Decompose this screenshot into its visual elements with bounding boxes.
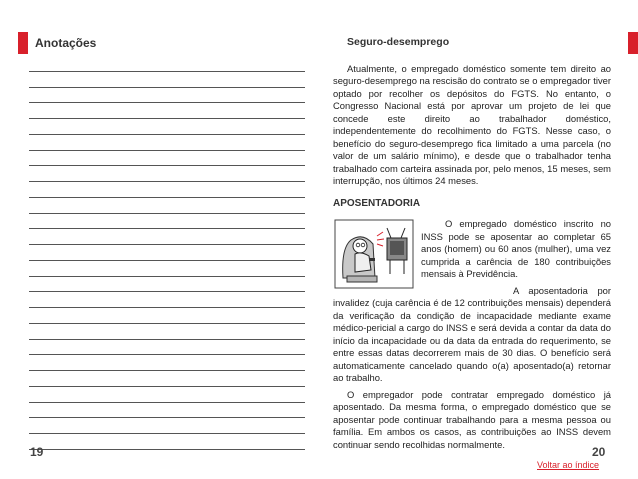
section-title: Seguro-desemprego — [347, 36, 450, 48]
note-line — [29, 340, 305, 356]
note-line — [29, 355, 305, 371]
note-line — [29, 292, 305, 308]
note-line — [29, 403, 305, 419]
aposentadoria-heading: APOSENTADORIA — [333, 197, 421, 209]
note-line — [29, 308, 305, 324]
note-line — [29, 434, 305, 450]
note-line — [29, 182, 305, 198]
note-line — [29, 135, 305, 151]
note-line — [29, 261, 305, 277]
note-line — [29, 151, 305, 167]
aposentadoria-paragraph-2: A aposentadoria por invalidez (cuja carência é de 12 contribuições mensais) dependerá da verificação da condição de incapacidade mediante exame médico-pericial a cargo do INSS e será devida a contar da data do início da incapacidade ou da data da entrada do requerimento, se entre essas datas decorrerem mais de 30 dias. O benefício será automaticamente cancelado quando o(a) aposentado(a) retornar ao trabalho. — [333, 284, 611, 383]
note-line — [29, 418, 305, 434]
note-line — [29, 88, 305, 104]
aposentadoria-paragraph-1: O empregado doméstico inscrito no INSS pode se aposentar ao completar 65 anos (homem) ou 60 anos (mulher), uma vez cumprida a carência de 180 contribuições mensais à Previdência. — [421, 218, 611, 279]
aposentadoria-paragraph-3: O empregador pode contratar empregado doméstico já aposentado. Da mesma forma, o empregado doméstico que se aposentar pode continuar trabalhando para a mesma pessoa ou família. Em ambos os casos, as contribuições ao INSS devem continuar sendo recolhidas normalmente. — [333, 388, 611, 450]
note-line — [29, 56, 305, 72]
note-line — [29, 119, 305, 135]
note-line — [29, 324, 305, 340]
note-line — [29, 72, 305, 88]
note-lines — [29, 56, 305, 450]
back-to-index-link[interactable]: Voltar ao índice — [537, 460, 600, 470]
content-page — [333, 36, 611, 451]
seguro-paragraph: Atualmente, o empregado doméstico somente tem direito ao seguro-desemprego na rescisão do contrato se o empregador tiver optado por recolher os depósitos do FGTS. No entanto, o Congresso Nacional está por aprovar um projeto de lei que concede este direito ao trabalhador doméstico, independentemente do recolhimento do FGTS. Nesse caso, o benefício do seguro-desemprego fica limitado a uma parcela (no valor de um salário mínimo), e desde que o trabalhador tenha trabalhado com carteira assinada por, pelo menos, 15 meses, sem interrupção, nos últimos 24 meses. — [333, 62, 611, 186]
elderly-tv-illustration — [333, 218, 415, 290]
note-line — [29, 214, 305, 230]
right-edge-marker — [628, 32, 638, 54]
note-line — [29, 371, 305, 387]
note-line — [29, 387, 305, 403]
note-line — [29, 166, 305, 182]
notes-title: Anotações — [35, 36, 97, 50]
note-line — [29, 103, 305, 119]
left-edge-marker — [18, 32, 28, 54]
left-page-number: 19 — [30, 445, 44, 459]
note-line — [29, 229, 305, 245]
note-line — [29, 198, 305, 214]
notes-page — [29, 36, 305, 456]
right-page-number: 20 — [592, 445, 606, 459]
note-line — [29, 277, 305, 293]
note-line — [29, 245, 305, 261]
